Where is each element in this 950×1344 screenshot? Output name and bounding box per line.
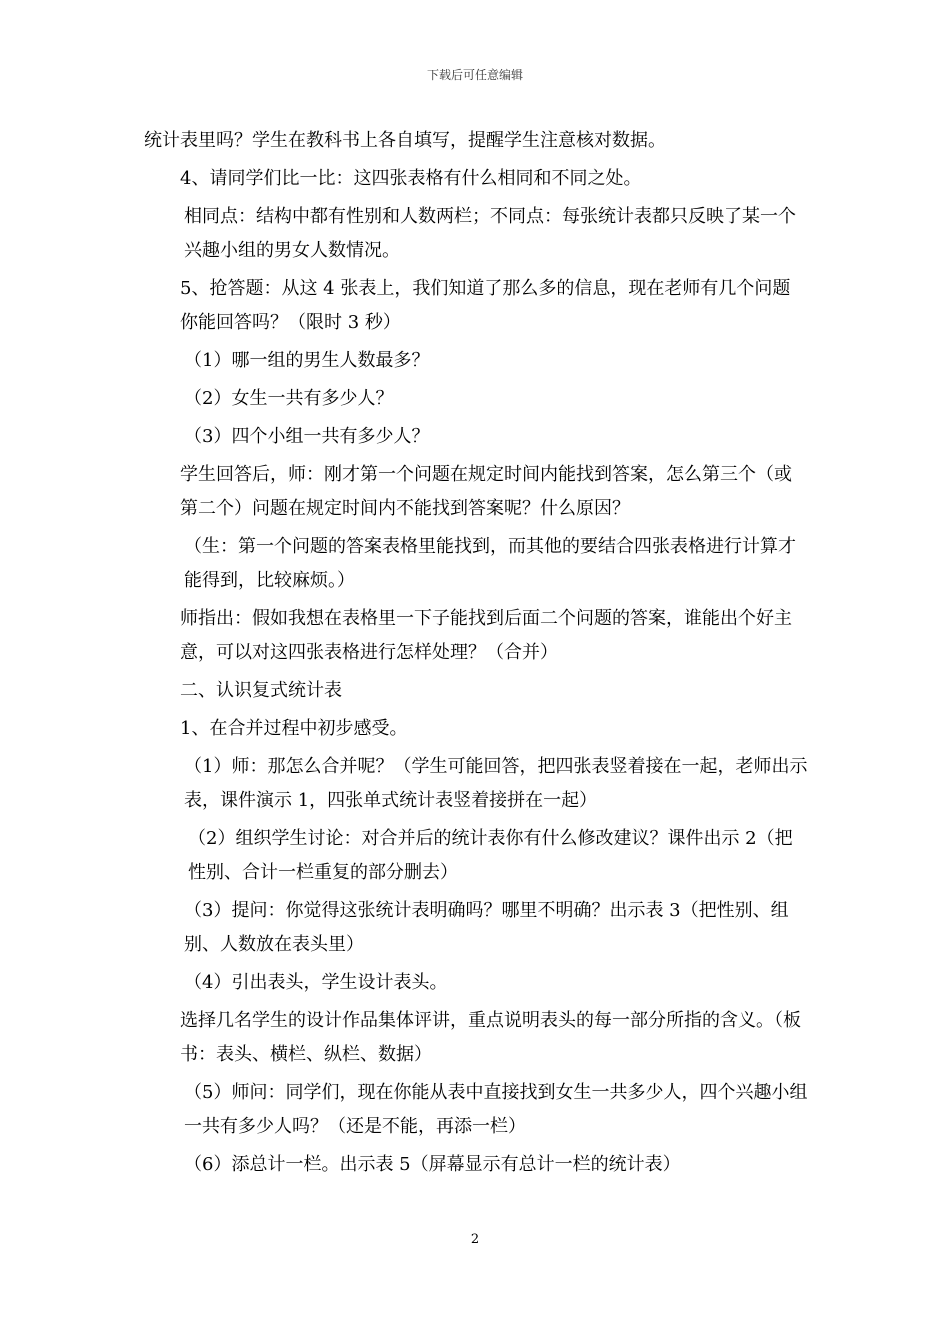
document-body: [144, 124, 808, 1182]
paragraph: （3）提问：你觉得这张统计表明确吗？哪里不明确？出示表 3（把性别、组别、人数放在表头里）: [184, 900, 789, 955]
paragraph: 相同点：结构中都有性别和人数两栏；不同点：每张统计表都只反映了某一个兴趣小组的男女人数情况。: [184, 206, 796, 261]
section-heading: 二、认识复式统计表: [180, 680, 342, 701]
paragraph: 4、请同学们比一比：这四张表格有什么相同和不同之处。: [180, 168, 642, 189]
paragraph: 选择几名学生的设计作品集体评讲，重点说明表头的每一部分所指的含义。（板书：表头、横栏、纵栏、数据）: [180, 1010, 801, 1065]
paragraph: （1）师：那怎么合并呢？（学生可能回答，把四张表竖着接在一起，老师出示表，课件演示 1，四张单式统计表竖着接拼在一起）: [184, 756, 808, 811]
list-item: （3）四个小组一共有多少人？: [184, 426, 430, 447]
page-header: 下载后可任意编辑: [426, 68, 523, 82]
paragraph: 师指出：假如我想在表格里一下子能找到后面二个问题的答案，谁能出个好主意，可以对这四张表格进行怎样处理？（合并）: [180, 608, 792, 663]
list-item: （1）哪一组的男生人数最多？: [184, 350, 430, 371]
paragraph: 学生回答后，师：刚才第一个问题在规定时间内能找到答案，怎么第三个（或第二个）问题在规定时间内不能找到答案呢？什么原因？: [180, 464, 792, 519]
paragraph: （5）师问：同学们，现在你能从表中直接找到女生一共多少人，四个兴趣小组一共有多少人吗？（还是不能，再添一栏）: [184, 1082, 808, 1137]
paragraph: （6）添总计一栏。出示表 5（屏幕显示有总计一栏的统计表）: [184, 1154, 681, 1175]
subsection-heading: 1、在合并过程中初步感受。: [180, 718, 408, 739]
paragraph: 5、抢答题：从这 4 张表上，我们知道了那么多的信息，现在老师有几个问题你能回答吗？（限时 3 秒）: [180, 278, 791, 333]
list-item: （2）女生一共有多少人？: [184, 388, 394, 409]
paragraph: （生：第一个问题的答案表格里能找到，而其他的要结合四张表格进行计算才能得到，比较麻烦。）: [184, 536, 796, 591]
page-number: 2: [470, 1232, 480, 1247]
paragraph: （4）引出表头，学生设计表头。: [184, 972, 448, 993]
paragraph: 统计表里吗？学生在教科书上各自填写，提醒学生注意核对数据。: [144, 130, 666, 151]
paragraph: （2）组织学生讨论：对合并后的统计表你有什么修改建议？课件出示 2（把性别、合计一栏重复的部分删去）: [188, 828, 793, 883]
